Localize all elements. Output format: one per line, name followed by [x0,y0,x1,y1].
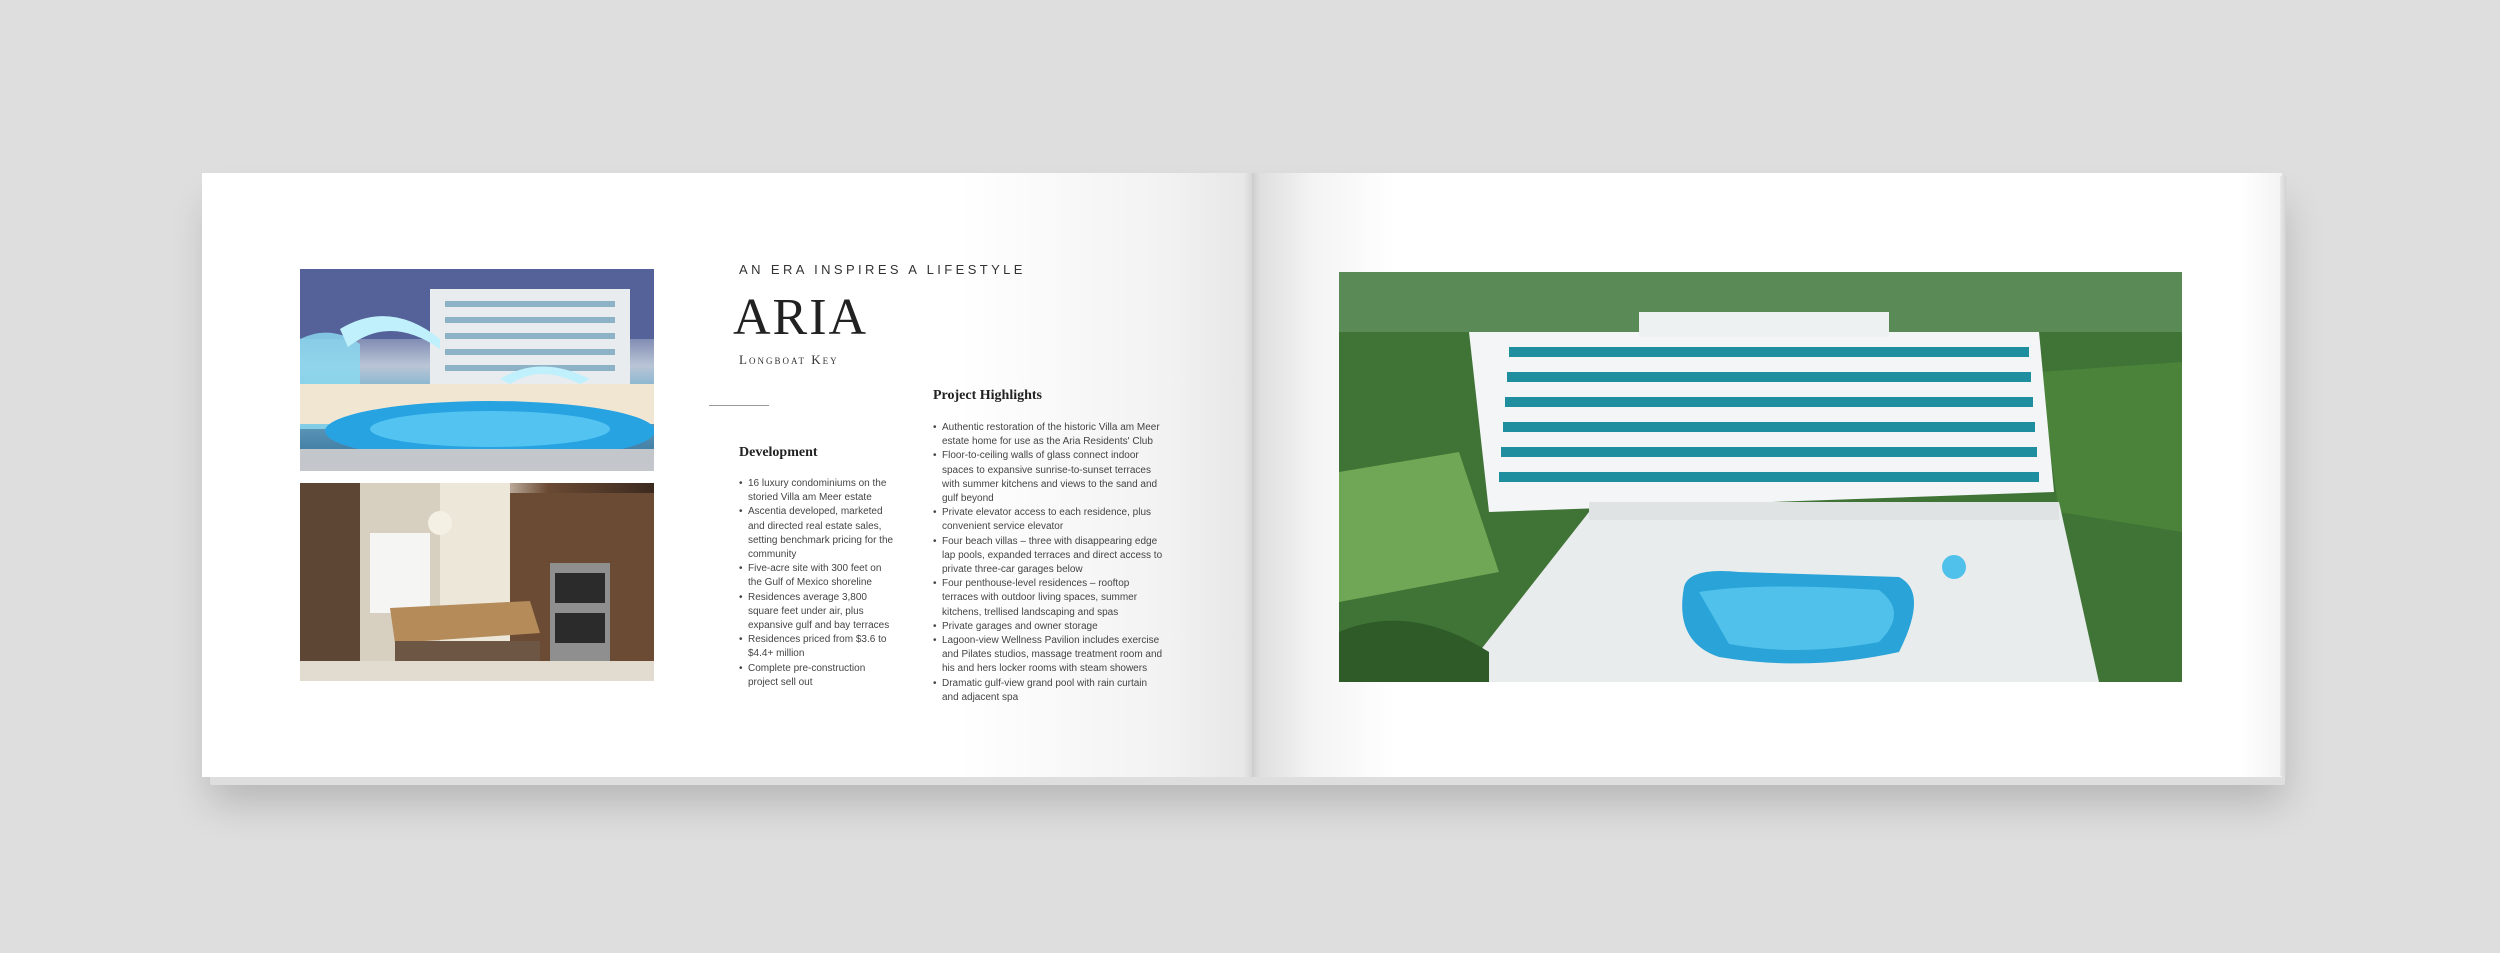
development-item: • 16 luxury condominiums on the storied Villa am Meer estate [739,477,894,505]
development-item: • Ascentia developed, marketed and directed real estate sales, setting benchmark pricing for the community [739,505,894,562]
highlight-item: • Lagoon-view Wellness Pavilion includes exercise and Pilates studios, massage treatment room and his and hers locker rooms with steam showers [933,634,1163,677]
highlight-item: • Private elevator access to each residence, plus convenient service elevator [933,506,1163,534]
highlight-item: • Floor-to-ceiling walls of glass connect indoor spaces to expansive sunrise-to-sunset terraces with summer kitchens and views to the sand and gulf beyond [933,449,1163,506]
brochure-spine [1244,173,1260,777]
brochure-tagline: AN ERA INSPIRES A LIFESTYLE [739,262,1026,277]
project-highlights-heading: Project Highlights [933,388,1043,403]
highlight-item: • Authentic restoration of the historic Villa am Meer estate home for use as the Aria Residents' Club [933,421,1163,449]
development-item: • Complete pre-construction project sell out [739,662,894,690]
location-subtitle: Longboat Key [739,352,839,367]
development-item: • Residences average 3,800 square feet under air, plus expansive gulf and bay terraces [739,591,894,634]
kitchen-interior-photo [300,483,654,681]
page-title: ARIA [733,289,869,346]
development-list [739,477,894,690]
development-item: • Five-acre site with 300 feet on the Gulf of Mexico shoreline [739,562,894,590]
divider-rule [709,405,769,406]
highlight-item: • Private garages and owner storage [933,620,1163,634]
page-edge [2280,176,2286,776]
highlight-item: • Four beach villas – three with disappearing edge lap pools, expanded terraces and direct access to private three-car garages below [933,535,1163,578]
aerial-building-photo [1339,272,2182,682]
highlight-item: • Dramatic gulf-view grand pool with rain curtain and adjacent spa [933,677,1163,705]
development-item: • Residences priced from $3.6 to $4.4+ million [739,633,894,661]
highlight-item: • Four penthouse-level residences – rooftop terraces with outdoor living spaces, summer kitchens, trellised landscaping and spas [933,577,1163,620]
pool-night-photo [300,269,654,471]
development-heading: Development [739,445,818,460]
project-highlights-list [933,421,1163,705]
